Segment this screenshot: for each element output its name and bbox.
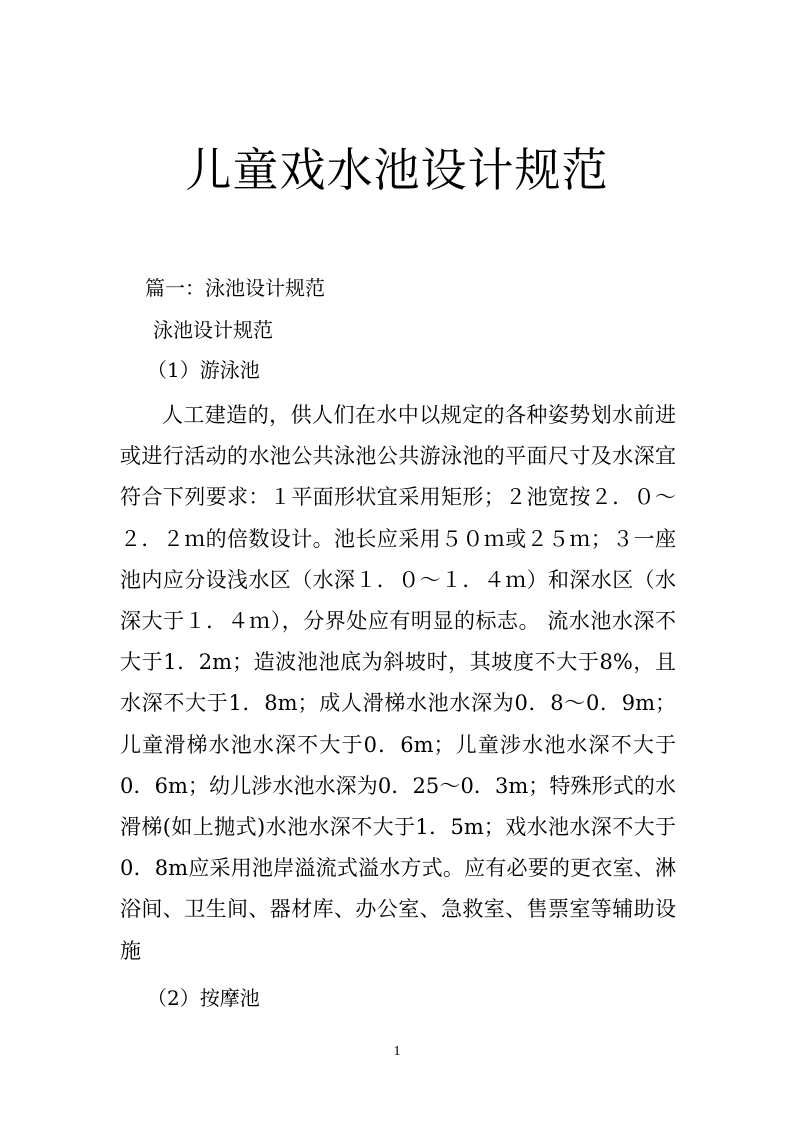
part-heading: 篇一：泳池设计规范 (145, 276, 325, 300)
section-heading-massage-pool: （2）按摩池 (147, 986, 260, 1010)
document-title: 儿童戏水池设计规范 (185, 143, 609, 197)
section-heading-swimming-pool: （1）游泳池 (147, 358, 260, 382)
body-paragraph: 人工建造的，供人们在水中以规定的各种姿势划水前进或进行活动的水池公共泳池公共游泳池的平面尺寸及水深宜符合下列要求：１平面形状宜采用矩形；２池宽按２．０～２．２ｍ的倍数设计。池长应采用５０ｍ或２５ｍ；３一座池内应分设浅水区（水深１．０～１．４ｍ）和深水区（水深大于１．４ｍ），分界处应有明显的标志。 流水池水深不大于1．2m；造波池池底为斜坡时，其坡度不大于8%，且水深不大于1．8m；成人滑梯水池水深为0．8～0．9m；儿童滑梯水池水深不大于0．6m；儿童涉水池水深不大于0．6m；幼儿涉水池水深为0．25～0．3m；特殊形式的水滑梯(如上抛式)水池水深不大于1．5m；戏水池水深不大于0．8m应采用池岸溢流式溢水方式。应有必要的更衣室、淋浴间、卫生间、器材库、办公室、急救室、售票室等辅助设施 (120, 403, 676, 963)
page-number: 1 (393, 1044, 401, 1059)
section-subtitle: 泳池设计规范 (153, 318, 273, 342)
